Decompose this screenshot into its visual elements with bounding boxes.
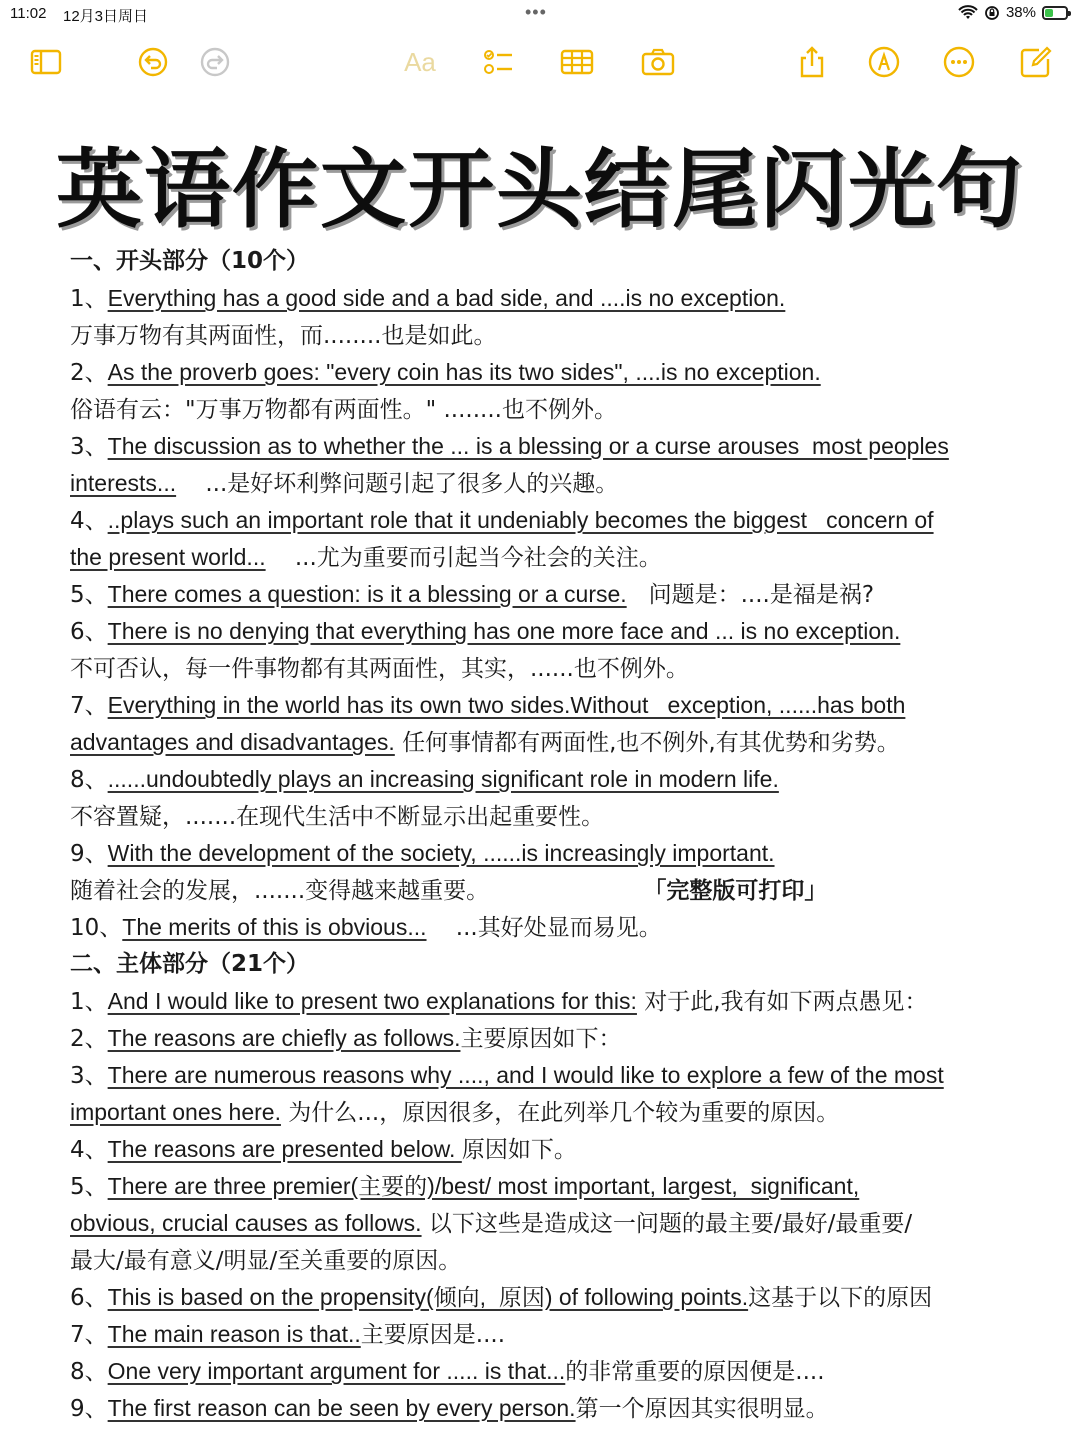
note-line: [70, 1353, 1020, 1390]
page-title: 英语作文开头结尾闪光句: [56, 140, 1024, 240]
english-phrase: The merits of this is obvious...: [122, 914, 427, 940]
line-text: 5、: [70, 1174, 108, 1200]
status-date: 12月3日周日: [63, 8, 149, 25]
note-line: [70, 909, 1020, 946]
line-text: 7、: [70, 1322, 108, 1348]
line-text: ...尤为重要而引起当今社会的关注。: [265, 545, 662, 571]
line-text: 1、: [70, 989, 108, 1015]
share-icon[interactable]: [792, 42, 832, 82]
compose-icon[interactable]: [1016, 42, 1056, 82]
note-line: [70, 687, 1020, 724]
line-text: 为什么...，原因很多，在此列举几个较为重要的原因。: [280, 1100, 840, 1126]
redo-icon[interactable]: [195, 42, 235, 82]
section-heading: [70, 946, 1020, 983]
battery-fill: [1045, 9, 1053, 17]
note-line: [70, 1131, 1020, 1168]
line-text: 主要原因是....: [360, 1322, 506, 1348]
more-icon[interactable]: [939, 42, 979, 82]
note-line: [70, 1390, 1020, 1427]
line-text: 原因如下。: [461, 1137, 577, 1163]
note-line: [70, 1168, 1020, 1205]
english-phrase: the present world...: [70, 544, 266, 570]
status-time: 11:02: [10, 5, 47, 22]
english-phrase: important ones here.: [70, 1099, 281, 1125]
english-phrase: As the proverb goes: "every coin has its two sides", ....is no exception.: [107, 359, 821, 385]
notes-toolbar: [0, 36, 1080, 86]
note-line: [70, 354, 1020, 391]
line-text: 任何事情都有两面性,也不例外,有其优势和劣势。: [394, 730, 900, 756]
wifi-icon: [958, 5, 978, 21]
markup-icon[interactable]: [864, 42, 904, 82]
note-body[interactable]: [70, 243, 1020, 1427]
line-text: 8、: [70, 1359, 108, 1385]
line-text: 4、: [70, 1137, 108, 1163]
note-line: [70, 1242, 1020, 1279]
undo-icon[interactable]: [133, 42, 173, 82]
line-text: 1、: [70, 286, 108, 312]
multitasking-dots-icon[interactable]: •••: [525, 2, 547, 22]
line-text: 6、: [70, 1285, 108, 1311]
line-text: 2、: [70, 1026, 108, 1052]
english-phrase: There are numerous reasons why ...., and I would like to explore a few of the most: [107, 1062, 944, 1088]
note-line: [70, 1057, 1020, 1094]
english-phrase: There comes a question: is it a blessing or a curse.: [107, 581, 627, 607]
line-text: 3、: [70, 434, 108, 460]
note-line: [70, 280, 1020, 317]
line-text: 最大/最有意义/明显/至关重要的原因。: [70, 1248, 462, 1274]
note-line: [70, 539, 1020, 576]
text-format-icon[interactable]: Aa: [404, 46, 436, 77]
note-line: [70, 1279, 1020, 1316]
note-line: [70, 650, 1020, 687]
line-text: 万事万物有其两面性，而........也是如此。: [70, 323, 497, 349]
english-phrase: This is based on the propensity(倾向, 原因) of following points.: [107, 1284, 749, 1310]
line-text: 10、: [70, 915, 123, 941]
line-text: ...是好坏利弊问题引起了很多人的兴趣。: [176, 471, 619, 497]
note-line: [70, 872, 1020, 909]
english-phrase: The reasons are chiefly as follows.: [107, 1025, 461, 1051]
line-text: 二、主体部分（21个）: [70, 951, 310, 977]
line-text: ...其好处显而易见。: [426, 915, 662, 941]
line-text: 随着社会的发展，.......变得越来越重要。: [70, 878, 636, 904]
note-line: [70, 576, 1020, 613]
english-phrase: advantages and disadvantages.: [70, 729, 395, 755]
line-text: 4、: [70, 508, 108, 534]
line-text: 问题是：....是福是祸?: [626, 582, 875, 608]
line-text: 不容置疑，.......在现代生活中不断显示出起重要性。: [70, 804, 605, 830]
line-text: 5、: [70, 582, 108, 608]
line-text: 俗语有云："万事万物都有两面性。" ........也不例外。: [70, 397, 617, 423]
english-phrase: obvious, crucial causes as follows.: [70, 1210, 422, 1236]
english-phrase: With the development of the society, ......is increasingly important.: [107, 840, 775, 866]
note-line: [70, 761, 1020, 798]
camera-icon[interactable]: [638, 42, 678, 82]
note-line: [70, 465, 1020, 502]
english-phrase: Everything in the world has its own two sides.Without exception, ......has both: [107, 692, 906, 718]
line-text: 这基于以下的原因: [748, 1285, 933, 1311]
english-phrase: interests...: [70, 470, 177, 496]
line-text: 的非常重要的原因便是....: [565, 1359, 825, 1385]
note-line: [70, 317, 1020, 354]
section-heading: [70, 243, 1020, 280]
english-phrase: ......undoubtedly plays an increasing significant role in modern life.: [107, 766, 779, 792]
note-line: [70, 1205, 1020, 1242]
battery-icon: [1042, 6, 1068, 20]
line-text: 以下这些是造成这一问题的最主要/最好/最重要/: [421, 1211, 913, 1237]
english-phrase: The discussion as to whether the ... is a blessing or a curse arouses most peoples: [107, 433, 949, 459]
note-line: [70, 798, 1020, 835]
english-phrase: ..plays such an important role that it undeniably becomes the biggest concern of: [107, 507, 934, 533]
line-text: 8、: [70, 767, 108, 793]
english-phrase: There are three premier(主要的)/best/ most important, largest, significant,: [107, 1173, 860, 1199]
note-line: [70, 613, 1020, 650]
printable-tag: 「完整版可打印」: [643, 878, 828, 904]
note-line: [70, 1316, 1020, 1353]
orientation-lock-icon: [984, 5, 1000, 21]
line-text: 9、: [70, 1396, 108, 1422]
line-text: 3、: [70, 1063, 108, 1089]
status-bar: [0, 0, 1080, 28]
line-text: 7、: [70, 693, 108, 719]
note-line: [70, 835, 1020, 872]
note-line: [70, 1020, 1020, 1057]
line-text: 不可否认，每一件事物都有其两面性，其实，......也不例外。: [70, 656, 689, 682]
note-line: [70, 724, 1020, 761]
line-text: 第一个原因其实很明显。: [575, 1396, 829, 1422]
note-line: [70, 502, 1020, 539]
english-phrase: And I would like to present two explanations for this:: [107, 988, 637, 1014]
line-text: 主要原因如下：: [460, 1026, 622, 1052]
english-phrase: Everything has a good side and a bad side, and ....is no exception.: [107, 285, 786, 311]
english-phrase: The reasons are presented below.: [107, 1136, 462, 1162]
english-phrase: One very important argument for ..... is that...: [107, 1358, 566, 1384]
checklist-icon[interactable]: [478, 42, 518, 82]
line-text: 一、开头部分（10个）: [70, 248, 310, 274]
line-text: 6、: [70, 619, 108, 645]
sidebar-icon[interactable]: [26, 42, 66, 82]
line-text: 对于此,我有如下两点愚见：: [636, 989, 928, 1015]
line-text: 9、: [70, 841, 108, 867]
line-text: 2、: [70, 360, 108, 386]
table-icon[interactable]: [557, 42, 597, 82]
note-line: [70, 391, 1020, 428]
note-line: [70, 983, 1020, 1020]
note-line: [70, 428, 1020, 465]
english-phrase: The first reason can be seen by every person.: [107, 1395, 576, 1421]
note-line: [70, 1094, 1020, 1131]
battery-percent: 38%: [1005, 4, 1036, 21]
english-phrase: There is no denying that everything has one more face and ... is no exception.: [107, 618, 901, 644]
english-phrase: The main reason is that..: [107, 1321, 361, 1347]
